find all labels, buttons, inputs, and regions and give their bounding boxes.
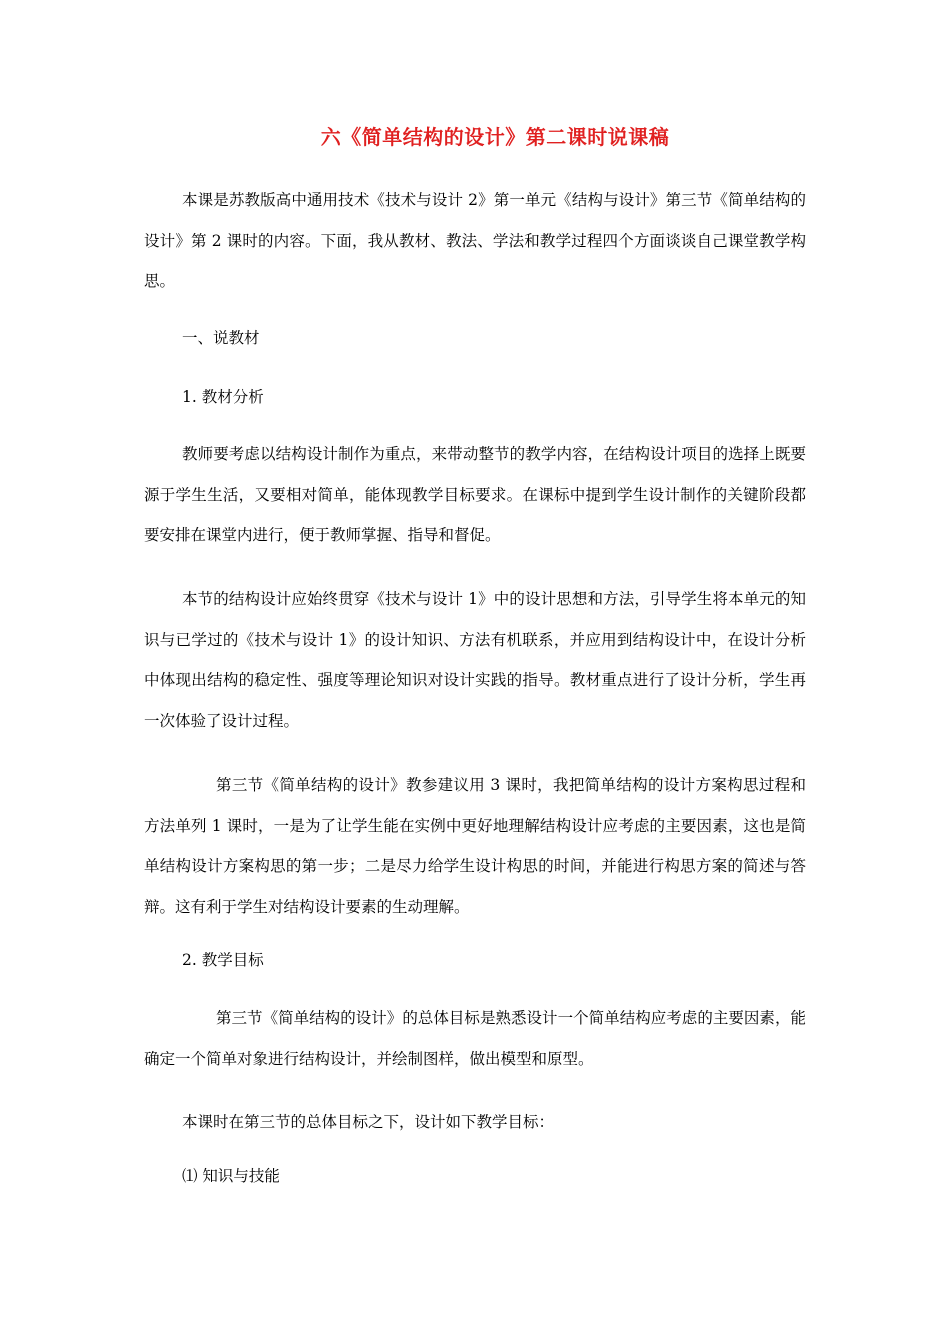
intro-paragraph: 本课是苏教版高中通用技术《技术与设计 2》第一单元《结构与设计》第三节《简单结构的设计》第 2 课时的内容。下面，我从教材、教法、学法和教学过程四个方面谈谈自己课堂教学构思。: [144, 191, 806, 290]
subheading-teaching-goals: 2. 教学目标: [182, 951, 264, 969]
document-title: 六《简单结构的设计》第二课时说课稿: [320, 125, 670, 149]
paragraph-analysis-2: 本节的结构设计应始终贯穿《技术与设计 1》中的设计思想和方法，引导学生将本单元的知识与已学过的《技术与设计 1》的设计知识、方法有机联系，并应用到结构设计中，在设计分析中体现出结构的稳定性、强度等理论知识对设计实践的指导。教材重点进行了设计分析，学生再一次体验了设计过程。: [144, 590, 806, 730]
subheading-knowledge-skills: ⑴ 知识与技能: [182, 1167, 280, 1185]
paragraph-goals-1: 第三节《简单结构的设计》的总体目标是熟悉设计一个简单结构应考虑的主要因素，能确定一个简单对象进行结构设计，并绘制图样，做出模型和原型。: [144, 1009, 806, 1068]
paragraph-analysis-1: 教师要考虑以结构设计制作为重点，来带动整节的教学内容，在结构设计项目的选择上既要源于学生生活，又要相对简单，能体现教学目标要求。在课标中提到学生设计制作的关键阶段都要安排在课堂内进行，便于教师掌握、指导和督促。: [144, 445, 806, 544]
section-heading-textbook: 一、说教材: [182, 329, 260, 347]
paragraph-analysis-3: 第三节《简单结构的设计》教参建议用 3 课时，我把简单结构的设计方案构思过程和方法单列 1 课时，一是为了让学生能在实例中更好地理解结构设计应考虑的主要因素，这也是简单结构设计方案构思的第一步；二是尽力给学生设计构思的时间，并能进行构思方案的简述与答辩。这有利于学生对结构设计要素的生动理解。: [144, 776, 806, 916]
subheading-textbook-analysis: 1. 教材分析: [182, 388, 264, 406]
paragraph-goals-2: 本课时在第三节的总体目标之下，设计如下教学目标：: [182, 1113, 555, 1131]
